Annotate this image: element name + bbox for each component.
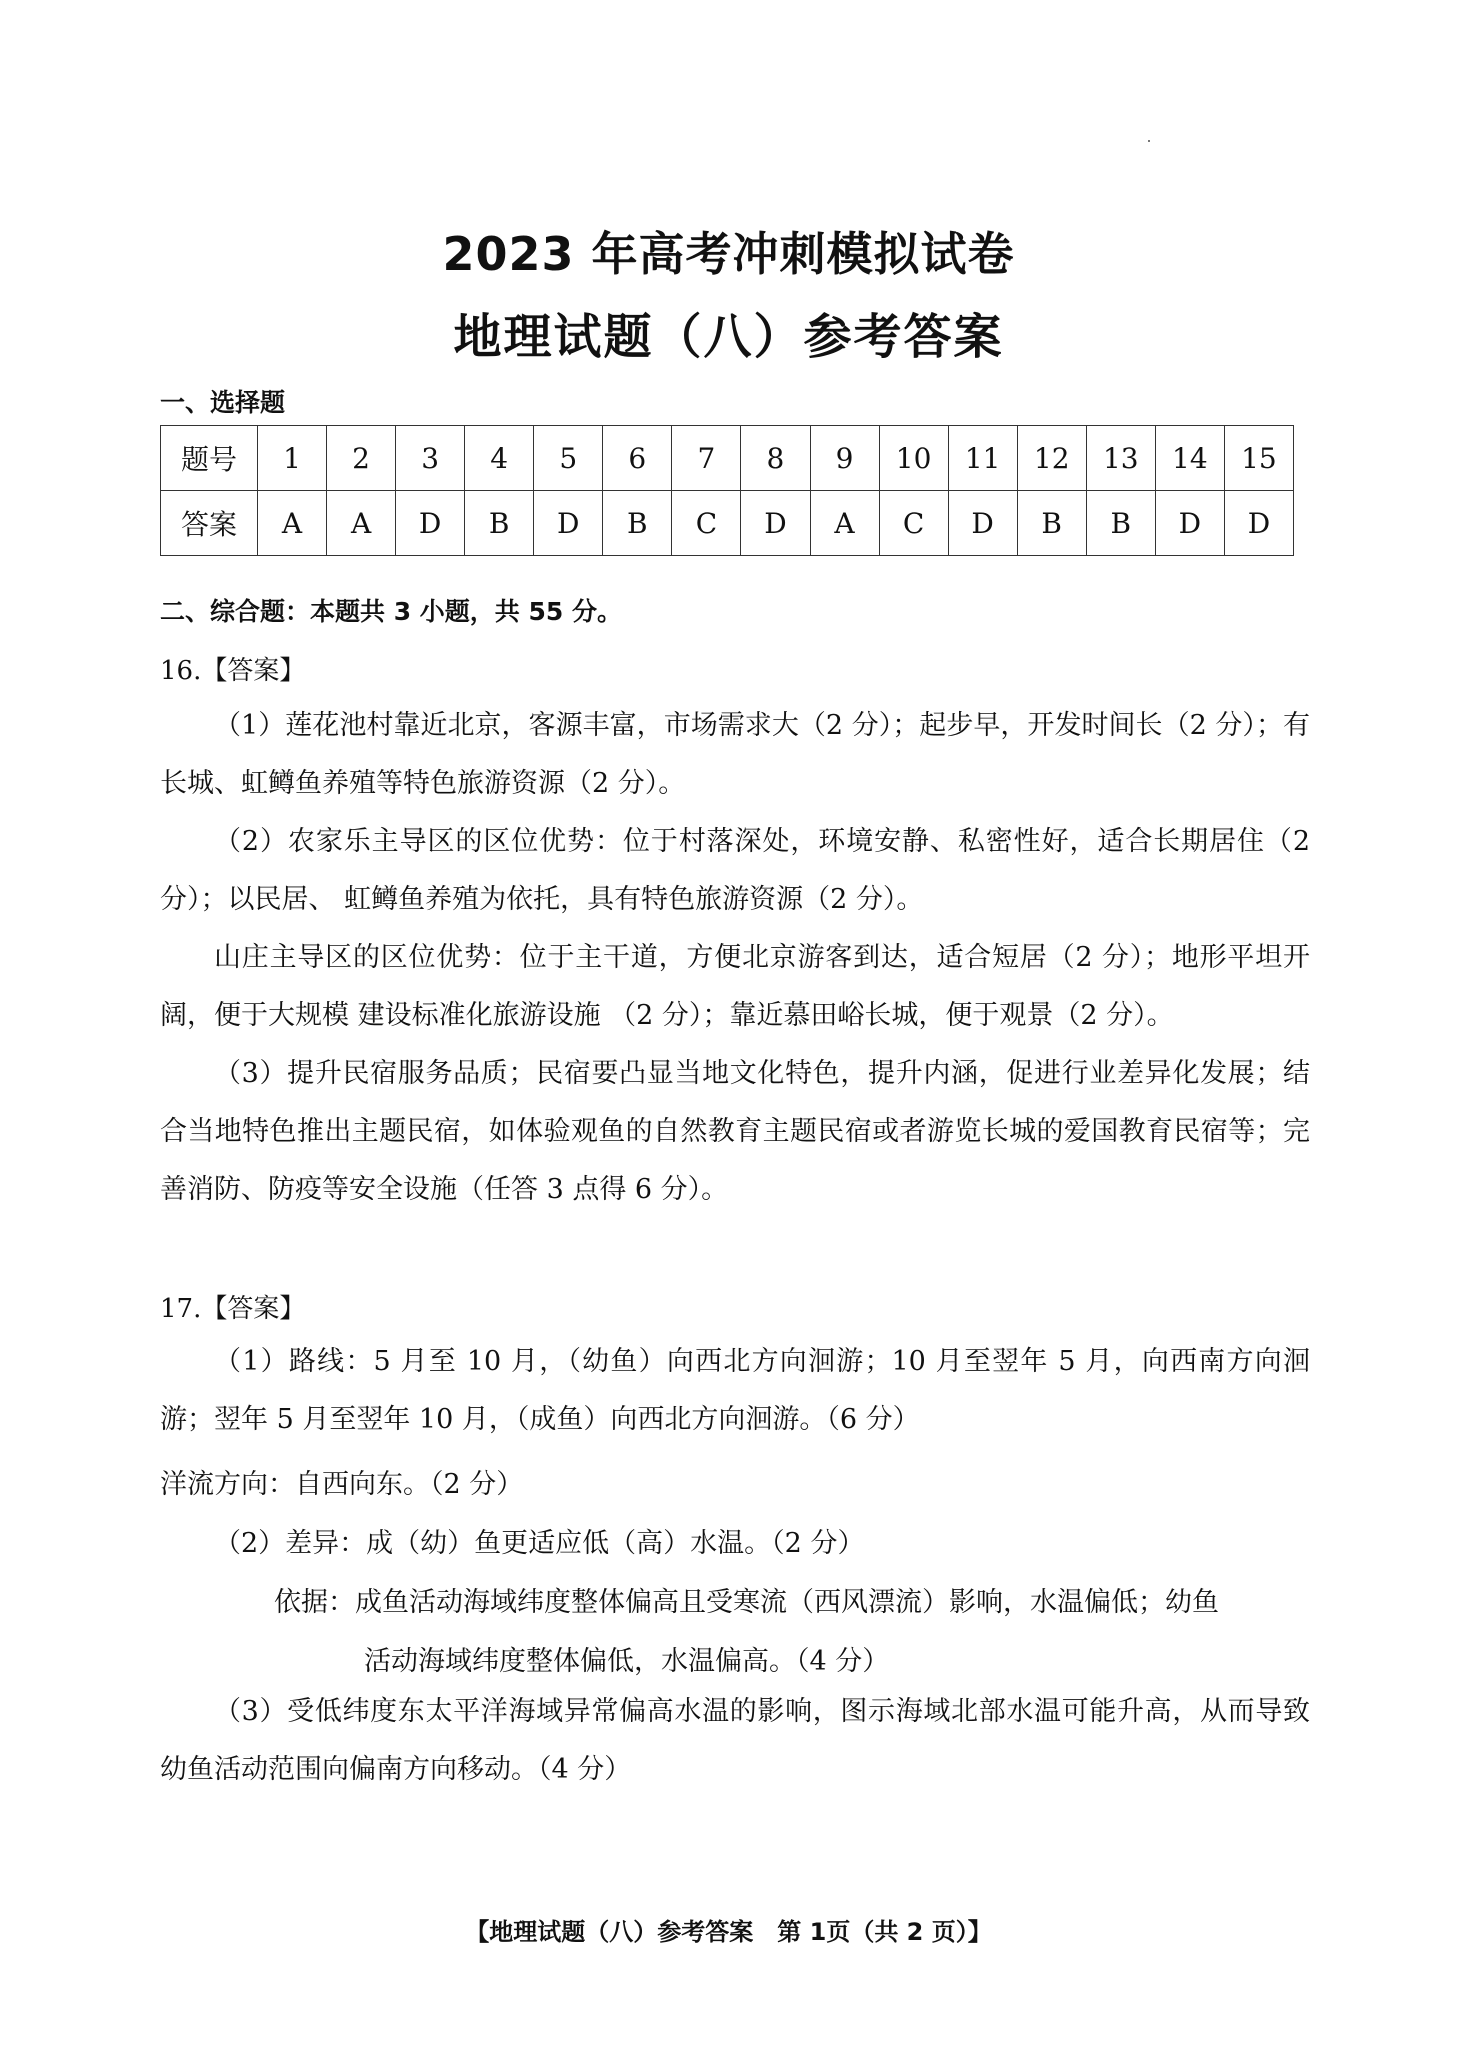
question-number: 11: [948, 426, 1017, 491]
q17-current-direction: 洋流方向：自西向东。（2 分）: [160, 1469, 524, 1500]
section-heading-comprehensive: 二、综合题：本题共 3 小题，共 55 分。: [160, 597, 623, 626]
q16-part2: （2）农家乐主导区的区位优势：位于村落深处，环境安静、私密性好，适合长期居住（2 分）；以民居、 虹鳟鱼养殖为依托，具有特色旅游资源（2 分）。: [160, 826, 1310, 915]
answer-cell: C: [672, 491, 741, 556]
q16-part3: （3）提升民宿服务品质；民宿要凸显当地文化特色，提升内涵，促进行业差异化发展；结合当地特色推出主题民宿，如体验观鱼的自然教育主题民宿或者游览长城的爱国教育民宿等；完善消防、防疫等安全设施（任答 3 点得 6 分）。: [160, 1058, 1310, 1205]
question-number: 2: [327, 426, 396, 491]
answer-cell: B: [1017, 491, 1086, 556]
q17-part1: （1）路线：5 月至 10 月，（幼鱼）向西北方向洄游；10 月至翌年 5 月，向西南方向洄游；翌年 5 月至翌年 10 月，（成鱼）向西北方向洄游。（6 分）: [160, 1346, 1310, 1435]
answer-cell: D: [534, 491, 603, 556]
q17-part3: （3）受低纬度东太平洋海域异常偏高水温的影响，图示海域北部水温可能升高，从而导致幼鱼活动范围向偏南方向移动。（4 分）: [160, 1696, 1310, 1785]
answer-cell: B: [1086, 491, 1155, 556]
answer-cell: B: [603, 491, 672, 556]
question-number: 7: [672, 426, 741, 491]
question-number: 12: [1017, 426, 1086, 491]
answer-cell: A: [327, 491, 396, 556]
q16-part2-mountain-villa: 山庄主导区的区位优势：位于主干道，方便北京游客到达，适合短居（2 分）；地形平坦开阔，便于大规模 建设标准化旅游设施 （2 分）；靠近慕田峪长城，便于观景（2 分）。: [160, 942, 1310, 1031]
q16-part1: （1）莲花池村靠近北京，客源丰富，市场需求大（2 分）；起步早，开发时间长（2 分）；有长城、虹鳟鱼养殖等特色旅游资源（2 分）。: [160, 710, 1310, 799]
answer-cell: D: [948, 491, 1017, 556]
question-number: 4: [465, 426, 534, 491]
question-number: 3: [396, 426, 465, 491]
q17-part2-basis-line1: 依据：成鱼活动海域纬度整体偏高且受寒流（西风漂流）影响，水温偏低；幼鱼: [274, 1587, 1219, 1618]
q16-label: 16.【答案】: [160, 656, 306, 686]
answer-cell: D: [741, 491, 810, 556]
row-label-answer: 答案: [161, 491, 258, 556]
q17-part2-basis-line2: 活动海域纬度整体偏低，水温偏高。（4 分）: [364, 1646, 890, 1677]
answer-cell: C: [879, 491, 948, 556]
answer-table-answer-row: [161, 491, 1294, 556]
answer-cell: A: [810, 491, 879, 556]
question-number: 14: [1155, 426, 1224, 491]
answer-table: [160, 425, 1294, 556]
answer-cell: B: [465, 491, 534, 556]
question-number: 8: [741, 426, 810, 491]
answer-cell: D: [396, 491, 465, 556]
question-number: 10: [879, 426, 948, 491]
answer-table-number-row: [161, 426, 1294, 491]
question-number: 1: [258, 426, 327, 491]
question-number: 15: [1224, 426, 1293, 491]
q17-part2-difference: （2）差异：成（幼）鱼更适应低（高）水温。（2 分）: [214, 1528, 865, 1559]
page-footer: 【地理试题（八）参考答案 第 1页（共 2 页）】: [465, 1918, 992, 1946]
section-heading-choice: 一、选择题: [160, 388, 286, 417]
scan-speck: [1148, 140, 1150, 142]
answer-cell: A: [258, 491, 327, 556]
question-number: 13: [1086, 426, 1155, 491]
row-label-number: 题号: [161, 426, 258, 491]
page-subtitle: 地理试题（八）参考答案: [453, 309, 1004, 365]
q17-label: 17.【答案】: [160, 1294, 306, 1324]
answer-cell: D: [1224, 491, 1293, 556]
page-title: 2023 年高考冲刺模拟试卷: [442, 227, 1015, 281]
question-number: 9: [810, 426, 879, 491]
answer-cell: D: [1155, 491, 1224, 556]
question-number: 6: [603, 426, 672, 491]
question-number: 5: [534, 426, 603, 491]
